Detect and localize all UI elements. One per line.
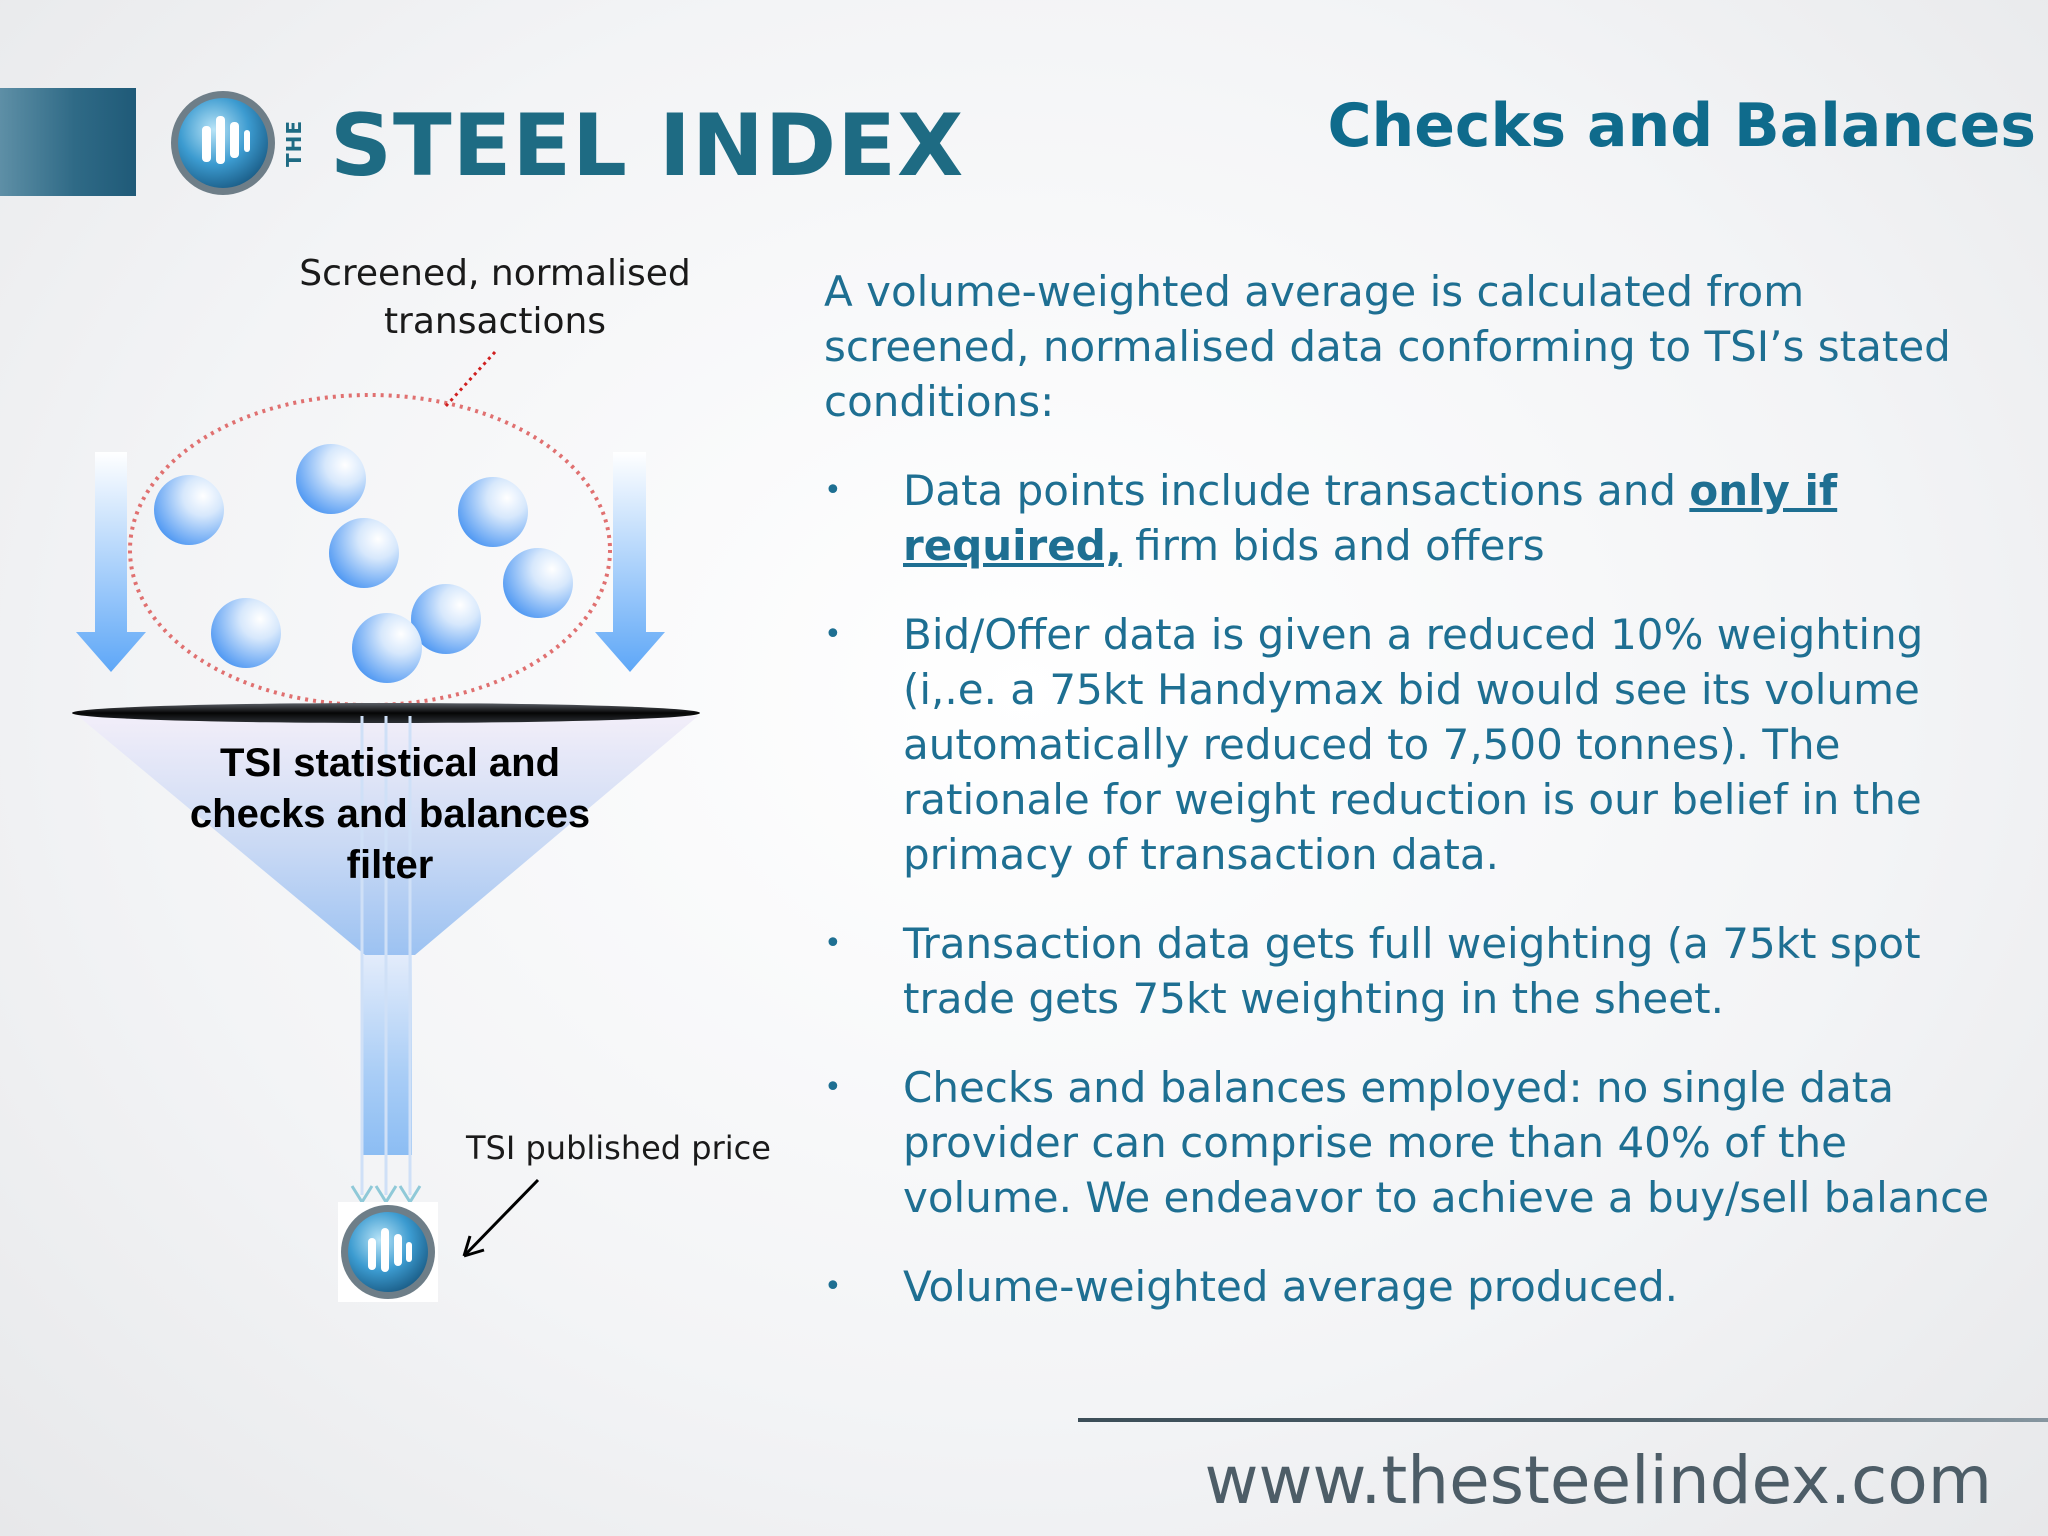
tsi-published-price-icon: [338, 1202, 438, 1302]
bullet-item: • Checks and balances employed: no single data provider can comprise more than 40% of the volume. We endeavor to achieve a buy/sell balance: [824, 1060, 2004, 1225]
bullet-item: • Bid/Offer data is given a reduced 10% weighting (i,.e. a 75kt Handymax bid would see its volume automatically reduced to 7,500 tonnes). The rationale for weight reduction is our belief in the primacy of transaction data.: [824, 607, 2004, 882]
bullet-item: • Volume-weighted average produced.: [824, 1259, 2004, 1314]
screened-transactions-label: Screened, normalised transactions: [299, 253, 691, 342]
logo-wordmark: STEEL INDEX: [330, 96, 965, 196]
left-down-arrow: [76, 452, 146, 672]
footer-url: www.thesteelindex.com: [1204, 1442, 1992, 1519]
transaction-ball: [296, 444, 366, 514]
published-price-pointer: [464, 1180, 538, 1256]
bullet-dot: •: [824, 926, 842, 961]
emphasis-text: only if required,: [903, 466, 1838, 570]
transaction-ball: [154, 475, 224, 545]
transaction-ball: [329, 518, 399, 588]
bullet-dot: •: [824, 617, 842, 652]
content-text: [824, 264, 2004, 1348]
filter-label: TSI statistical and checks and balances filter: [189, 741, 591, 887]
bullet-dot: •: [824, 1269, 842, 1304]
screened-pointer-line: [445, 352, 495, 407]
bullet-dot: •: [824, 1070, 842, 1105]
transaction-ball: [352, 613, 422, 683]
transaction-ball: [211, 598, 281, 668]
footer-divider: [1078, 1418, 2048, 1422]
bullet-dot: •: [824, 473, 842, 508]
bullet-item: • Data points include transactions and only if required, firm bids and offers: [824, 463, 2004, 573]
transaction-ball: [503, 548, 573, 618]
transaction-ball: [458, 477, 528, 547]
published-price-label: TSI published price: [466, 1129, 771, 1167]
logo-the: THE: [282, 119, 306, 167]
bullet-item: • Transaction data gets full weighting (a 75kt spot trade gets 75kt weighting in the sheet.: [824, 916, 2004, 1026]
bullet-list: [824, 463, 2004, 1314]
intro-paragraph: A volume-weighted average is calculated from screened, normalised data conforming to TSI’s stated conditions:: [824, 267, 1951, 426]
page-title: Checks and Balances: [1327, 91, 2036, 161]
right-down-arrow: [595, 452, 665, 672]
